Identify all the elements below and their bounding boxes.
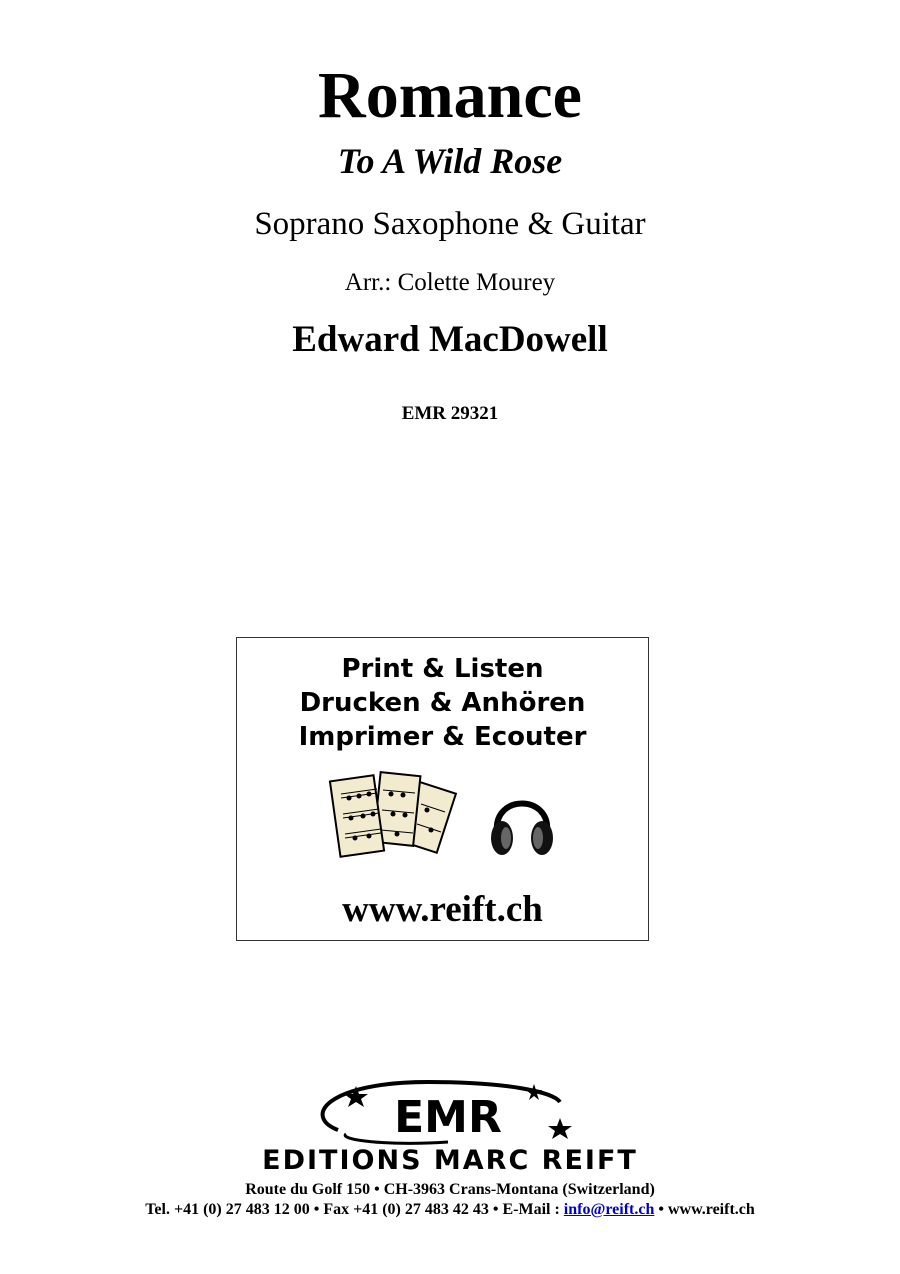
contact-phone-fax: Tel. +41 (0) 27 483 12 00 • Fax +41 (0) 27 483 42 43 • E-Mail : — [145, 1201, 564, 1218]
promo-line-german: Drucken & Anhören — [299, 688, 586, 718]
promo-line-english: Print & Listen — [341, 654, 544, 684]
catalog-number: EMR 29321 — [401, 403, 499, 424]
composer: Edward MacDowell — [292, 319, 608, 360]
sheet-music-icon — [327, 768, 457, 868]
email-link[interactable]: info@reift.ch — [563, 1201, 655, 1218]
promo-line-french: Imprimer & Ecouter — [298, 722, 587, 752]
headphones-icon — [487, 786, 557, 862]
emr-logo — [298, 1076, 598, 1148]
instrumentation: Soprano Saxophone & Guitar — [254, 206, 646, 242]
publisher-address: Route du Golf 150 • CH-3963 Crans-Montana (Switzerland) — [245, 1181, 655, 1198]
publisher-contact — [0, 1200, 900, 1220]
publisher-name: EDITIONS MARC REIFT — [262, 1145, 638, 1176]
piece-title: Romance — [318, 59, 582, 132]
piece-subtitle: To A Wild Rose — [337, 141, 563, 181]
arranger: Arr.: Colette Mourey — [344, 269, 556, 296]
contact-website: • www.reift.ch — [654, 1201, 755, 1218]
promo-website: www.reift.ch — [342, 889, 543, 930]
logo-text: EMR — [394, 1092, 502, 1143]
print-listen-box — [236, 637, 649, 941]
